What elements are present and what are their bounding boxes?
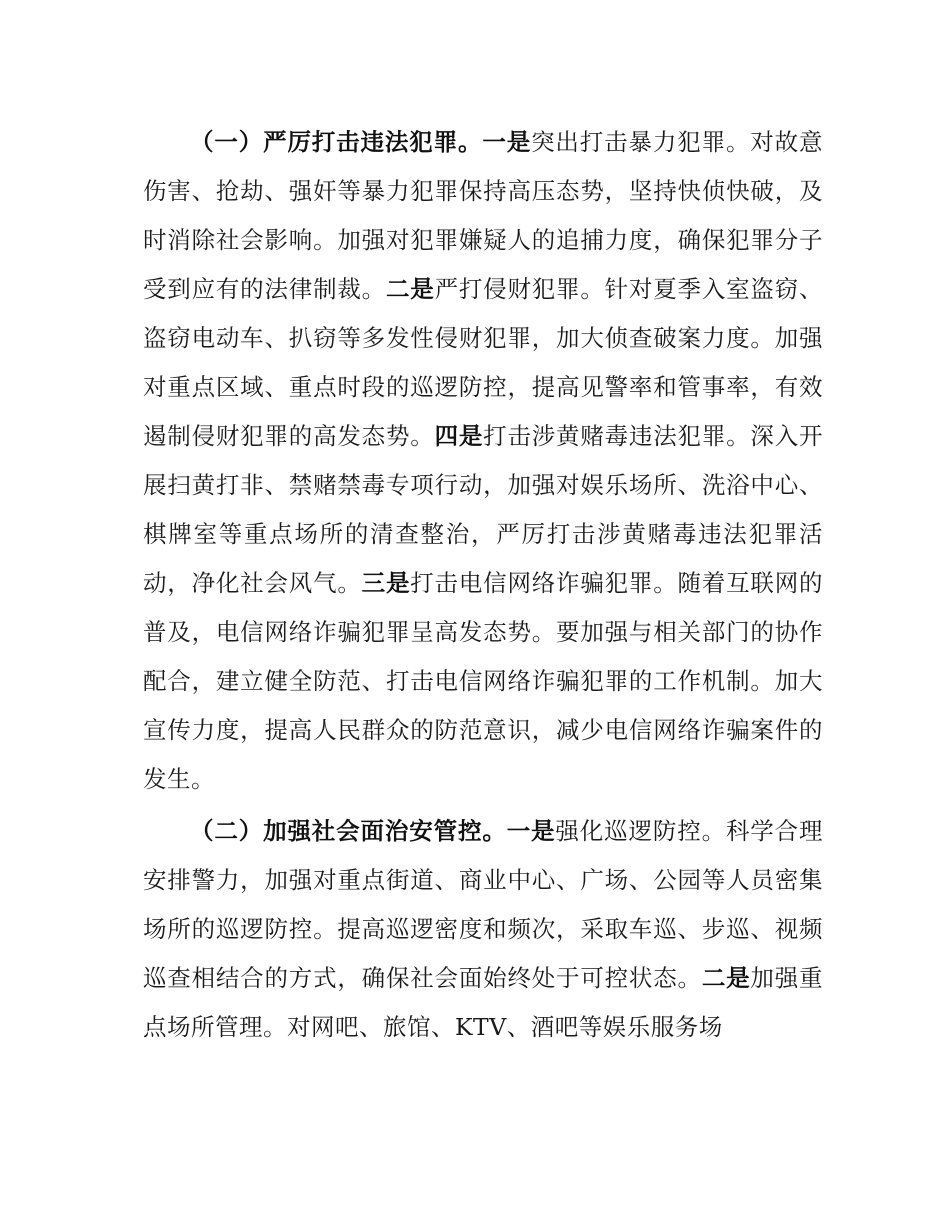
paragraph-2-heading: （二）加强社会面治安管控。 [190, 817, 507, 845]
point-1-text: 强化巡逻防控。科学合理安排警力，加强对重点街道、商业中心、广场、公园等人员密集场所的巡逻防控。提高巡逻密度和频次，采取车巡、步巡、视频巡查相结合的方式，确保社会面始终处于可控状态。 [143, 817, 824, 992]
point-4-text: 打击涉黄赌毒违法犯罪。深入开展扫黄打非、禁赌禁毒专项行动，加强对娱乐场所、洗浴中心、棋牌室等重点场所的清查整治，严厉打击涉黄赌毒违法犯罪活动，净化社会风气。 [143, 422, 824, 597]
point-2-label: 二是 [385, 275, 435, 303]
point-1-label: 一是 [482, 128, 532, 156]
point-2-text: 严打侵财犯罪。针对夏季入室盗窃、盗窃电动车、扒窃等多发性侵财犯罪，加大侦查破案力度。加强对重点区域、重点时段的巡逻防控，提高见警率和管事率，有效遏制侵财犯罪的高发态势。 [143, 275, 824, 450]
point-2-text: 加强重点场所管理。对网吧、旅馆、KTV、酒吧等娱乐服务场 [143, 964, 824, 1041]
paragraph-1 [143, 118, 823, 804]
point-1-text: 突出打击暴力犯罪。对故意伤害、抢劫、强奸等暴力犯罪保持高压态势，坚持快侦快破，及时消除社会影响。加强对犯罪嫌疑人的追捕力度，确保犯罪分子受到应有的法律制裁。 [143, 128, 824, 303]
point-3-text: 打击电信网络诈骗犯罪。随着互联网的普及，电信网络诈骗犯罪呈高发态势。要加强与相关部门的协作配合，建立健全防范、打击电信网络诈骗犯罪的工作机制。加大宣传力度，提高人民群众的防范意识，减少电信网络诈骗案件的发生。 [143, 569, 824, 793]
paragraph-2 [143, 807, 823, 1052]
point-2-label: 二是 [701, 964, 751, 992]
point-1-label: 一是 [506, 817, 556, 845]
paragraph-1-heading: （一）严厉打击违法犯罪。 [190, 128, 483, 156]
point-4-label: 四是 [434, 422, 484, 450]
point-3-label: 三是 [361, 569, 411, 597]
